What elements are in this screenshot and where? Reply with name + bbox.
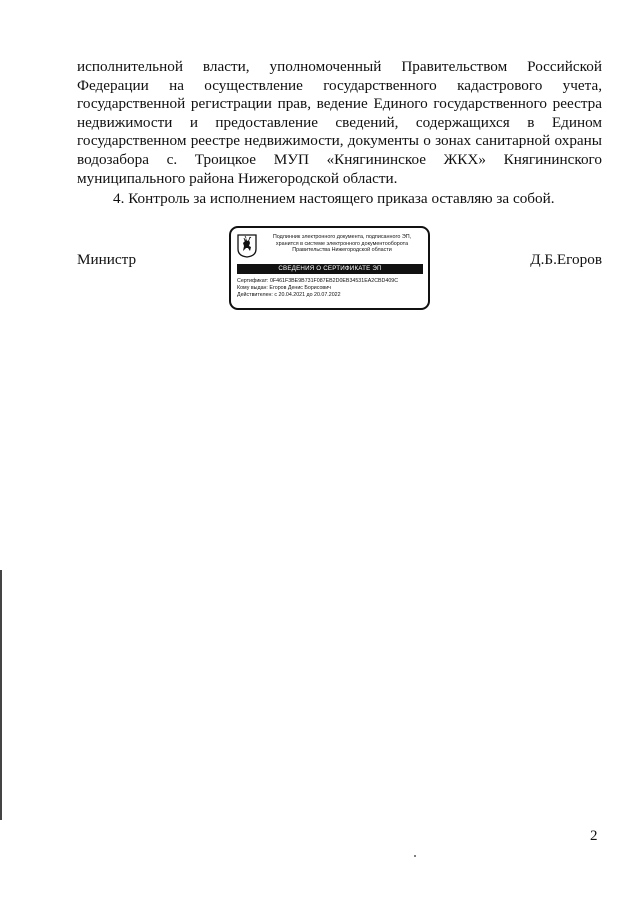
stamp-header-line: Подлинник электронного документа, подписанного ЭП,: [272, 234, 412, 240]
body-line: недвижимости и предоставление сведений, содержащихся в Едином: [77, 113, 602, 131]
body-line: водозабора с. Троицкое МУП «Княгининское ЖКХ» Княгининского: [77, 150, 602, 168]
stamp-header: [259, 234, 425, 254]
body-line: муниципального района Нижегородской области.: [77, 169, 398, 187]
certificate-row: [237, 278, 425, 285]
body-text: [77, 58, 602, 209]
certificate-value: 0F461F3BE9B731F087EB2D0EB34531EA2CBD409C: [269, 278, 399, 284]
electronic-signature-stamp: [229, 226, 430, 310]
body-line: государственном реестре недвижимости, документы о зонах санитарной охраны: [77, 132, 602, 150]
stamp-details: [237, 278, 425, 299]
item-4-paragraph: 4. Контроль за исполнением настоящего приказа оставляю за собой.: [113, 190, 555, 208]
scan-speck: [414, 855, 416, 857]
signature-name: Д.Б.Егоров: [530, 251, 602, 268]
deer-emblem-icon: [237, 234, 257, 258]
validity-value: с 20.04.2021 до 20.07.2022: [274, 292, 341, 298]
stamp-header-line: Правительства Нижегородской области: [292, 247, 392, 254]
body-line: государственной регистрации прав, ведение Единого государственного реестра: [77, 95, 602, 113]
body-line: Федерации на осуществление государственного кадастрового учета,: [77, 76, 602, 94]
certificate-label: Сертификат:: [237, 278, 269, 284]
scan-edge-line: [0, 570, 2, 820]
stamp-header-line: хранится в системе электронного документооборота: [275, 240, 409, 247]
issued-to-row: [237, 285, 425, 292]
page-number: 2: [590, 828, 598, 844]
issued-to-value: Егоров Денис Борисович: [269, 285, 331, 291]
signature-position: Министр: [77, 251, 137, 268]
body-line: исполнительной власти, уполномоченный Правительством Российской: [77, 58, 602, 75]
validity-label: Действителен:: [237, 292, 273, 298]
stamp-title-bar: СВЕДЕНИЯ О СЕРТИФИКАТЕ ЭП: [237, 264, 423, 274]
validity-row: [237, 292, 425, 299]
issued-to-label: Кому выдан:: [237, 285, 268, 291]
